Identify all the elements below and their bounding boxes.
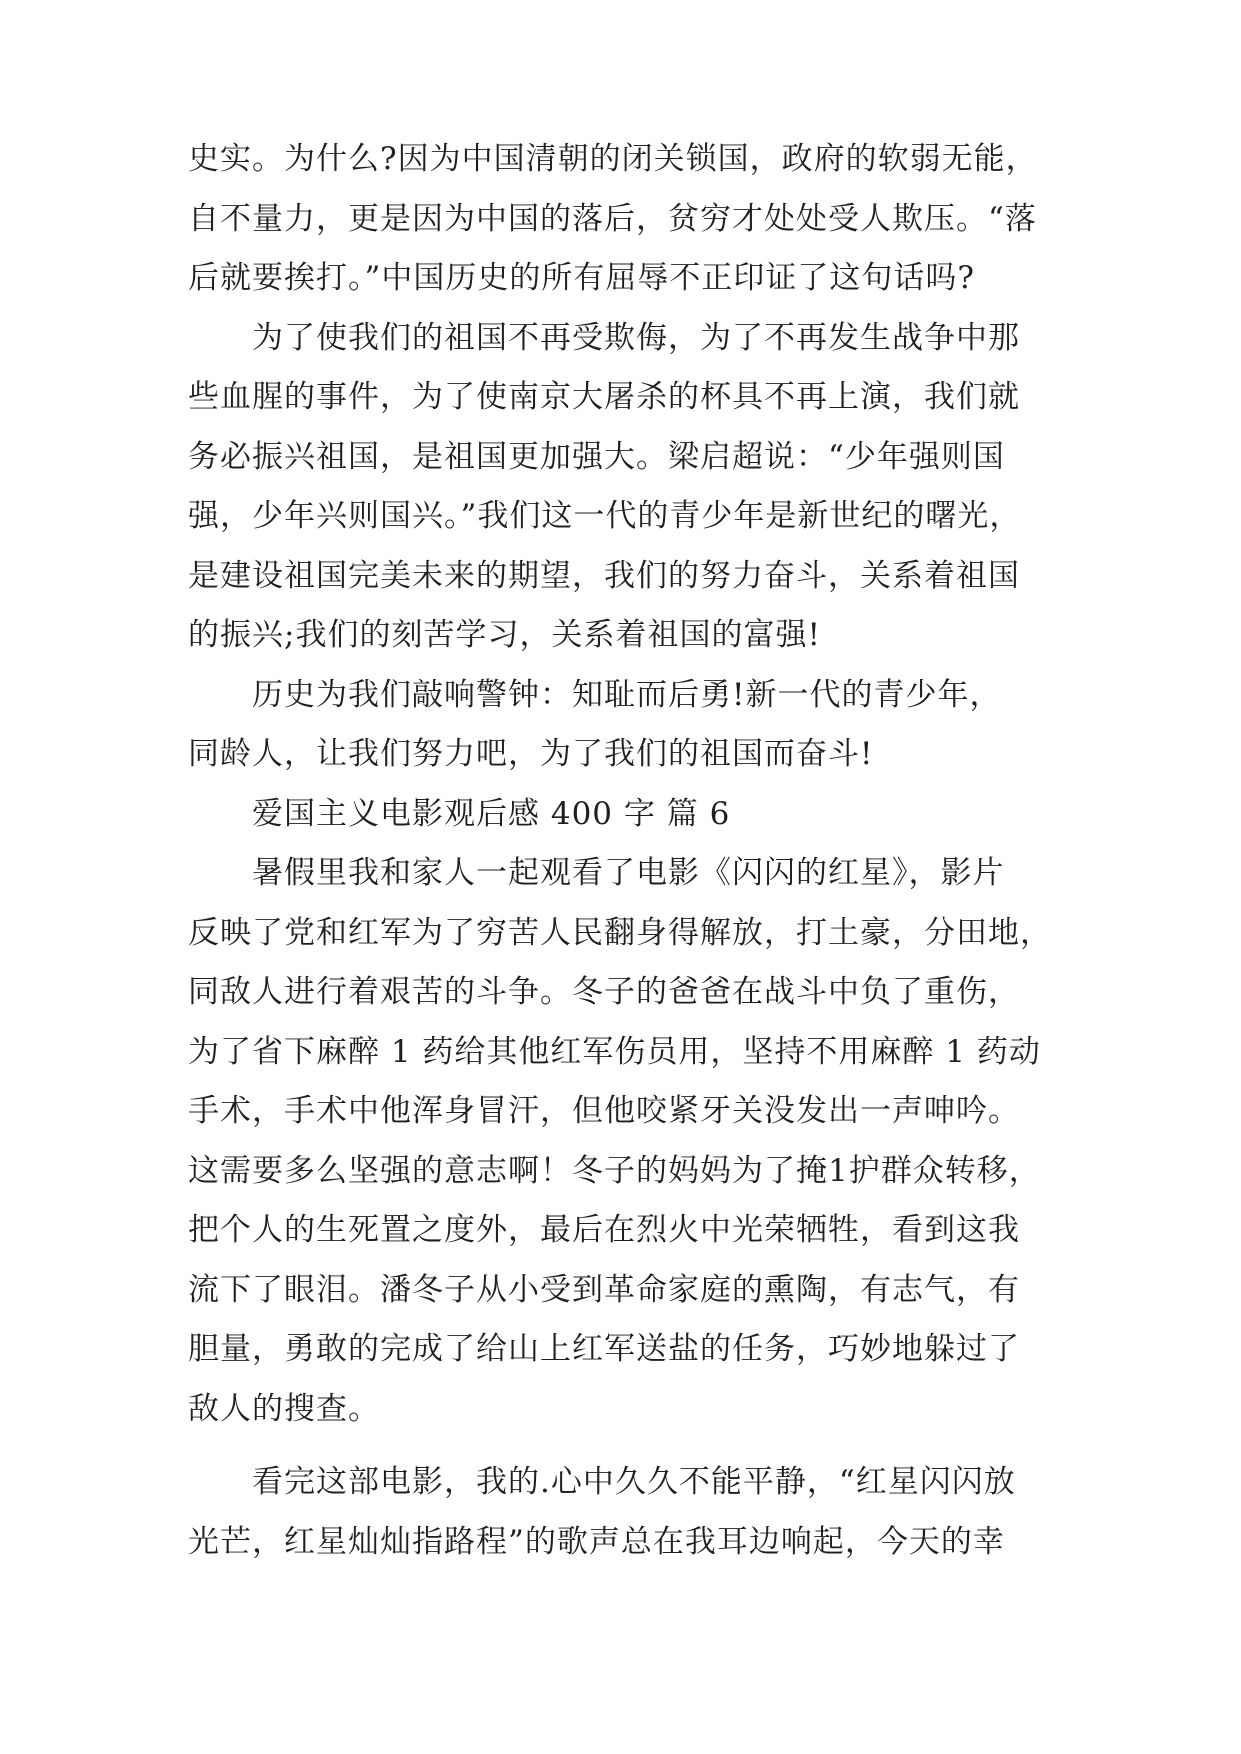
text-line: 的振兴;我们的刻苦学习，关系着祖国的富强! <box>188 617 821 653</box>
text-line: 同敌人进行着艰苦的斗争。冬子的爸爸在战斗中负了重伤， <box>188 974 1020 1010</box>
text-line: 暑假里我和家人一起观看了电影《闪闪的红星》，影片 <box>252 855 1005 891</box>
text-line: 后就要挨打。”中国历史的所有屈辱不正印证了这句话吗? <box>188 260 975 296</box>
text-line: 为了省下麻醉 1 药给其他红军伤员用，坚持不用麻醉 1 药动 <box>188 1033 1041 1070</box>
text-line: 自不量力，更是因为中国的落后，贫穷才处处受人欺压。“落 <box>188 200 1037 237</box>
text-line: 把个人的生死置之度外，最后在烈火中光荣牺牲，看到这我 <box>188 1212 1020 1248</box>
text-line: 为了使我们的祖国不再受欺侮，为了不再发生战争中那 <box>252 319 1020 356</box>
text-line: 敌人的搜查。 <box>188 1390 380 1427</box>
text-line: 强，少年兴则国兴。”我们这一代的青少年是新世纪的曙光， <box>188 498 1022 534</box>
section-heading: 爱国主义电影观后感 400 字 篇 6 <box>252 795 731 832</box>
text-line: 光芒，红星灿灿指路程”的歌声总在我耳边响起，今天的幸 <box>188 1523 1005 1560</box>
text-line: 是建设祖国完美未来的期望，我们的努力奋斗，关系着祖国 <box>188 557 1020 594</box>
text-line: 胆量，勇敢的完成了给山上红军送盐的任务，巧妙地躲过了 <box>188 1331 1020 1367</box>
paragraph-gap <box>188 1439 1068 1453</box>
text-line: 历史为我们敲响警钟：知耻而后勇!新一代的青少年， <box>252 676 1002 713</box>
text-line: 同龄人，让我们努力吧，为了我们的祖国而奋斗! <box>188 736 874 772</box>
text-line: 史实。为什么?因为中国清朝的闭关锁国，政府的软弱无能， <box>188 141 1038 177</box>
text-line: 务必振兴祖国，是祖国更加强大。梁启超说：“少年强则国 <box>188 438 1005 475</box>
text-line: 手术，手术中他浑身冒汗，但他咬紧牙关没发出一声呻吟。 <box>188 1093 1020 1129</box>
text-line: 流下了眼泪。潘冬子从小受到革命家庭的熏陶，有志气，有 <box>188 1271 1020 1308</box>
text-line: 反映了党和红军为了穷苦人民翻身得解放，打土豪，分田地， <box>188 914 1052 951</box>
document-page <box>188 130 1068 1572</box>
text-line: 这需要多么坚强的意志啊！冬子的妈妈为了掩1护群众转移， <box>188 1152 1041 1189</box>
text-line: 些血腥的事件，为了使南京大屠杀的杯具不再上演，我们就 <box>188 379 1020 415</box>
text-line: 看完这部电影，我的.心中久久不能平静，“红星闪闪放 <box>252 1464 1016 1500</box>
